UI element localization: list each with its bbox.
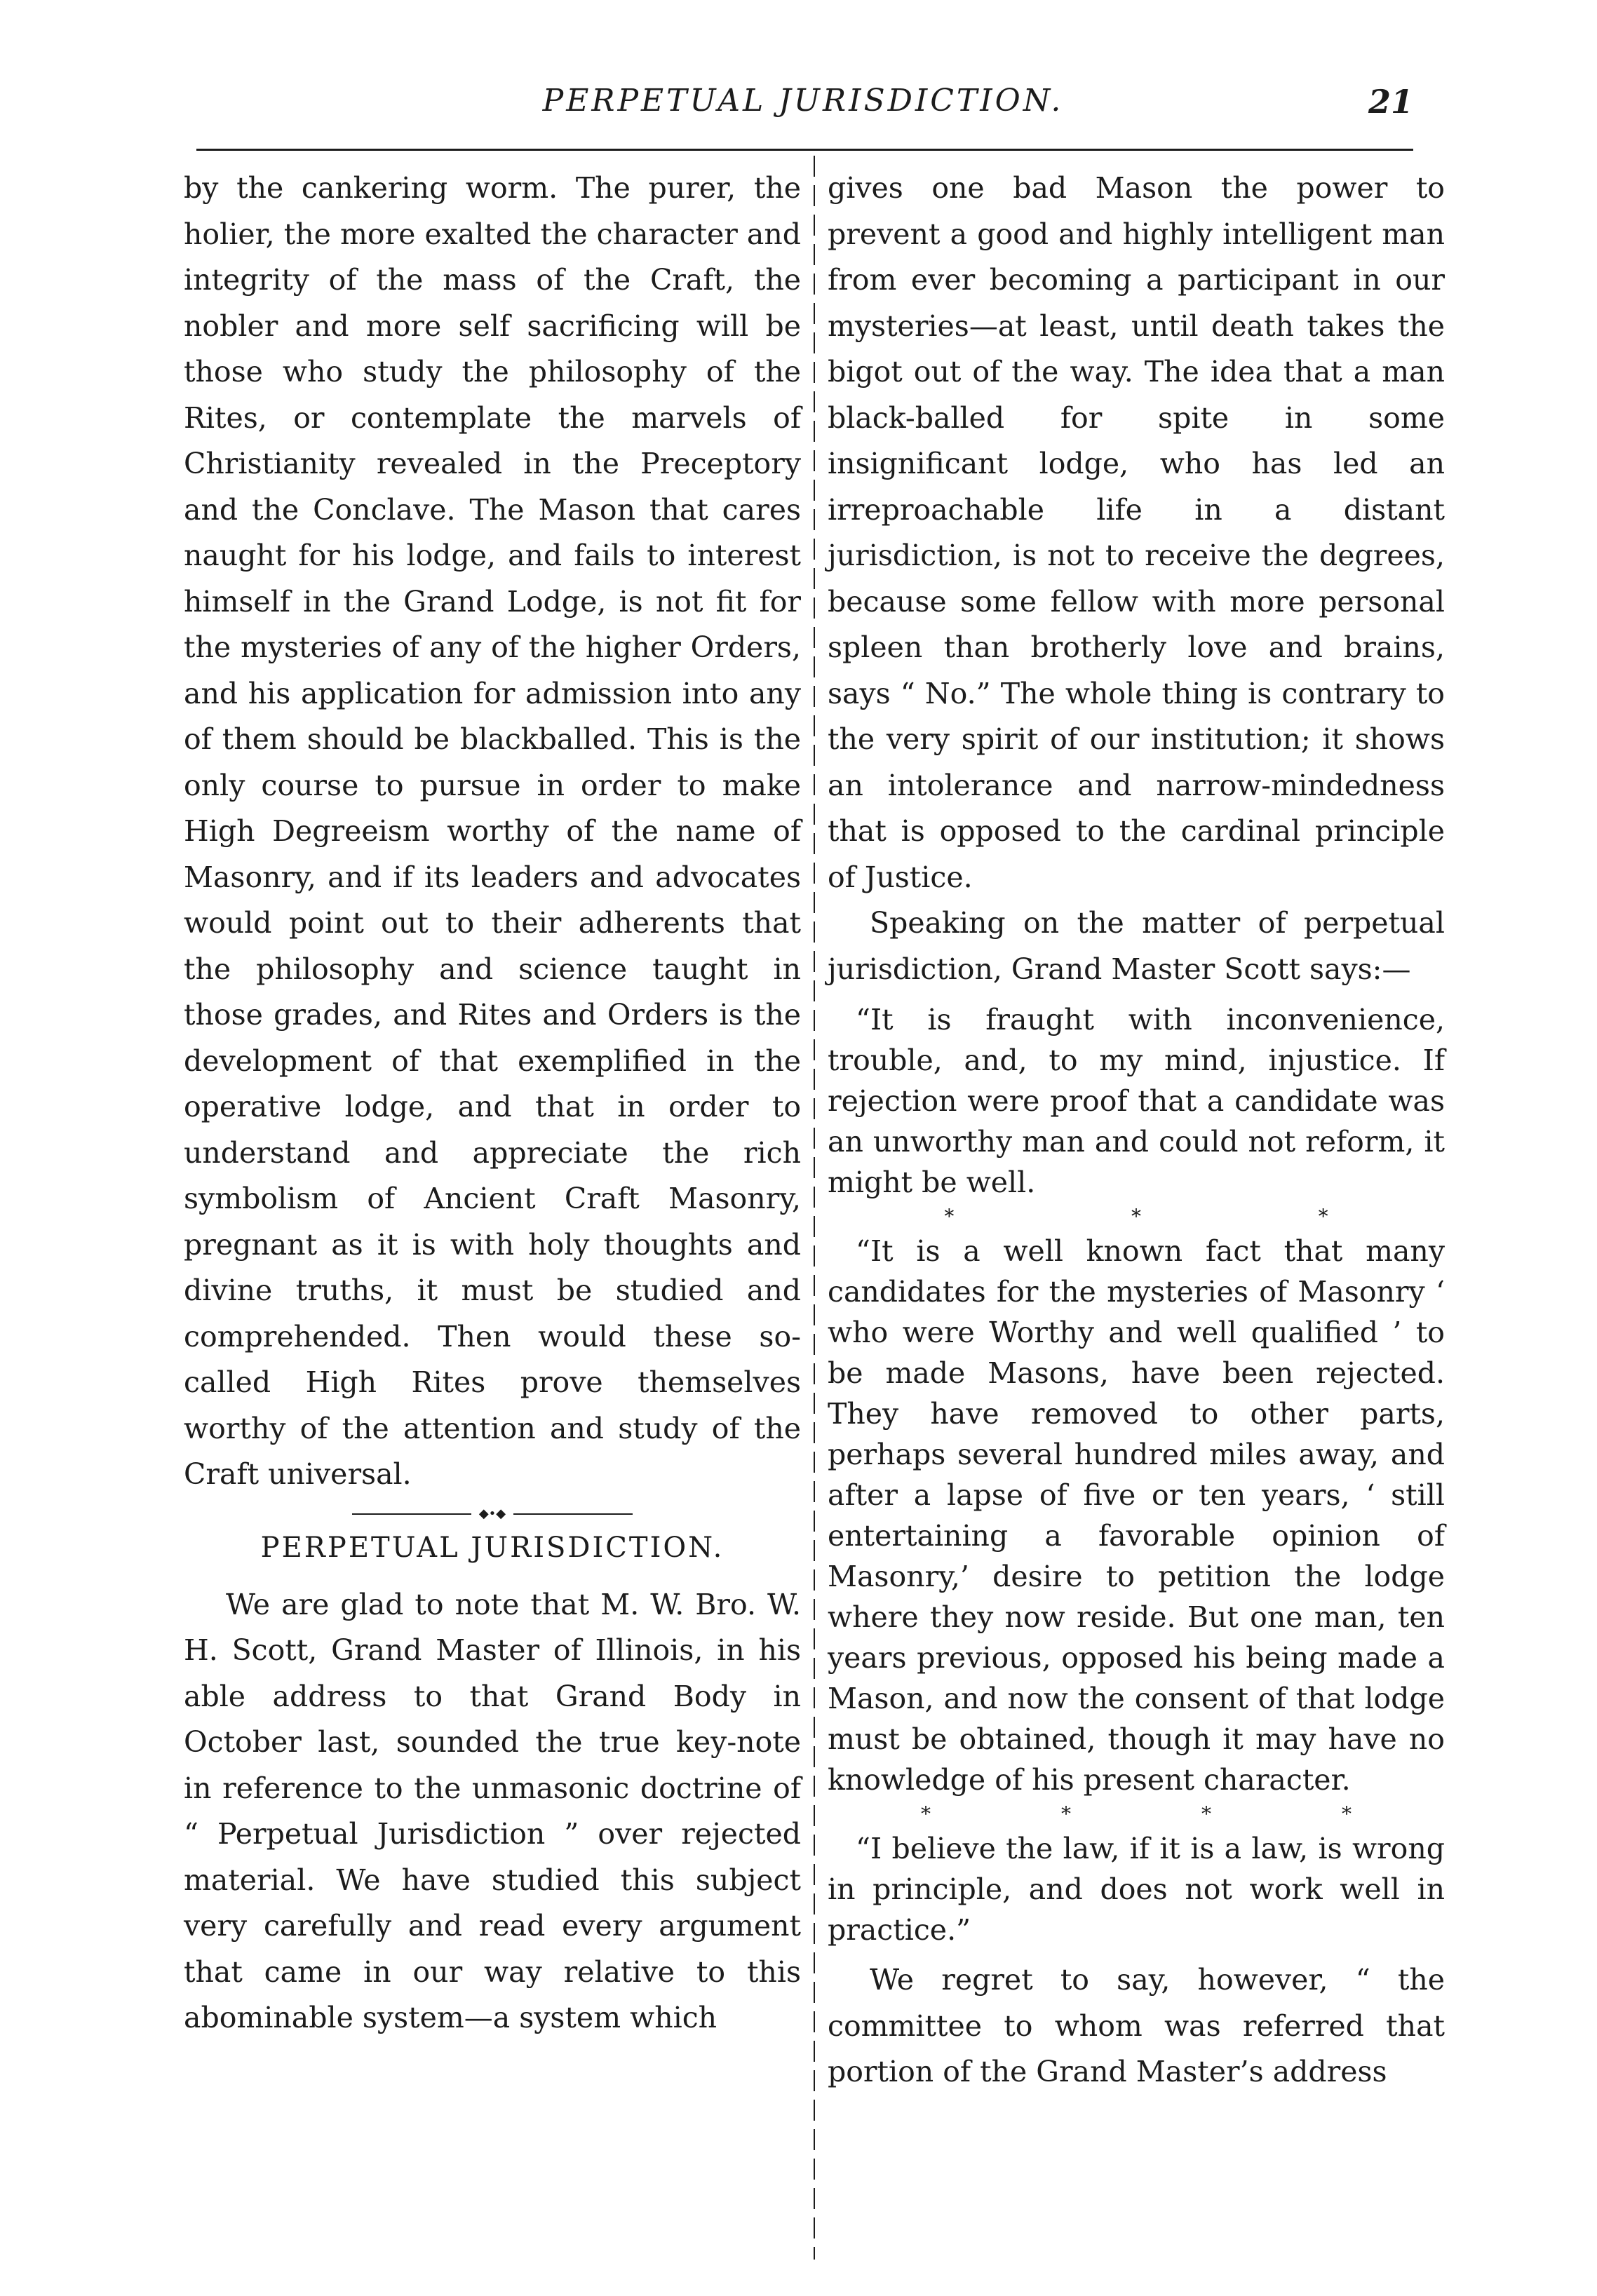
section-paragraph: We are glad to note that M. W. Bro. W. H. Scott, Grand Master of Illinois, in his able address to that Grand Body in October last, sounded the true key-note in reference to the unmasonic doctrine of “ Perpetual Jurisdiction ” over rejected material. We have studied this subject very carefully and read every argument that came in our way relative to this abominable system—a system which — [184, 1587, 801, 2034]
asterism — [828, 1800, 1445, 1828]
closing-paragraph: We regret to say, however, “ the committee to whom was referred that portion of the Grand Master’s address — [828, 1963, 1445, 2088]
asterisk: * — [1342, 1802, 1352, 1825]
asterism — [828, 1203, 1445, 1231]
left-column — [184, 166, 801, 2041]
header-rule — [196, 149, 1413, 151]
asterisk: * — [1061, 1802, 1071, 1825]
continued-paragraph: by the cankering worm. The purer, the holier, the more exalted the character and integrity of the mass of the Craft, the nobler and more self sacrificing will be those who study the philosophy of the Rites, or contemplate the marvels of Christianity revealed in the Preceptory and the Conclave. The Mason that cares naught for his lodge, and fails to interest himself in the Grand Lodge, is not fit for the mysteries of any of the higher Orders, and his application for admission into any of them should be blackballed. This is the only course to pursue in order to make High Degreeism worthy of the name of Masonry, and if its leaders and advocates would point out to their adherents that the philosophy and science taught in those grades, and Rites and Orders is the development of that exemplified in the operative lodge, and that in order to understand and appreciate the rich symbolism of Ancient Craft Masonry, pregnant as it is with holy thoughts and divine truths, it must be studied and comprehended. Then would these so-called High Rites prove themselves worthy of the attention and study of the Craft universal. — [184, 171, 801, 1491]
section-heading: PERPETUAL JURISDICTION. — [260, 1531, 725, 1564]
asterisk: * — [1318, 1205, 1328, 1228]
quote-paragraph: “It is fraught with inconvenience, trouble, and, to my mind, injustice. If rejection were proof that a candidate was an unworthy man and could not reform, it might be well. — [828, 1003, 1445, 1199]
running-title: PERPETUAL JURISDICTION. — [542, 83, 1064, 119]
asterisk: * — [1131, 1205, 1141, 1228]
column-divider — [814, 156, 815, 2260]
asterisk: * — [1201, 1802, 1211, 1825]
quote-paragraph: “It is a well known fact that many candidates for the mysteries of Masonry ‘ who were Worthy and well qualified ’ to be made Masons, have been rejected. They have removed to other parts, perhaps several hundred miles away, and after a lapse of five or ten years, ‘ still entertaining a favorable opinion of Masonry,’ desire to petition the lodge where they now reside. But one man, ten years previous, opposed his being made a Mason, and now the consent of that lodge must be obtained, though it may have no knowledge of his present character. — [828, 1234, 1445, 1797]
right-column — [828, 166, 1445, 2095]
intro-paragraph: Speaking on the matter of perpetual jurisdiction, Grand Master Scott says:— — [828, 906, 1445, 986]
asterisk: * — [921, 1802, 931, 1825]
ornament-icon: ◆•◆ — [471, 1507, 513, 1521]
page-number: 21 — [1368, 83, 1413, 121]
continued-paragraph-right: gives one bad Mason the power to prevent a good and highly intelligent man from ever becoming a participant in our mysteries—at least, until death takes the bigot out of the way. The idea that a man black-balled for spite in some insignificant lodge, who has led an irreproachable life in a distant jurisdiction, is not to receive the degrees, because some fellow with more personal spleen than brotherly love and brains, says “ No.” The whole thing is contrary to the very spirit of our institution; it shows an intolerance and narrow-mindedness that is opposed to the cardinal principle of Justice. — [828, 171, 1445, 894]
quote-paragraph: “I believe the law, if it is a law, is wrong in principle, and does not work well in practice.” — [828, 1832, 1445, 1947]
section-divider — [352, 1505, 633, 1523]
running-head — [193, 83, 1413, 132]
asterisk: * — [944, 1205, 955, 1228]
